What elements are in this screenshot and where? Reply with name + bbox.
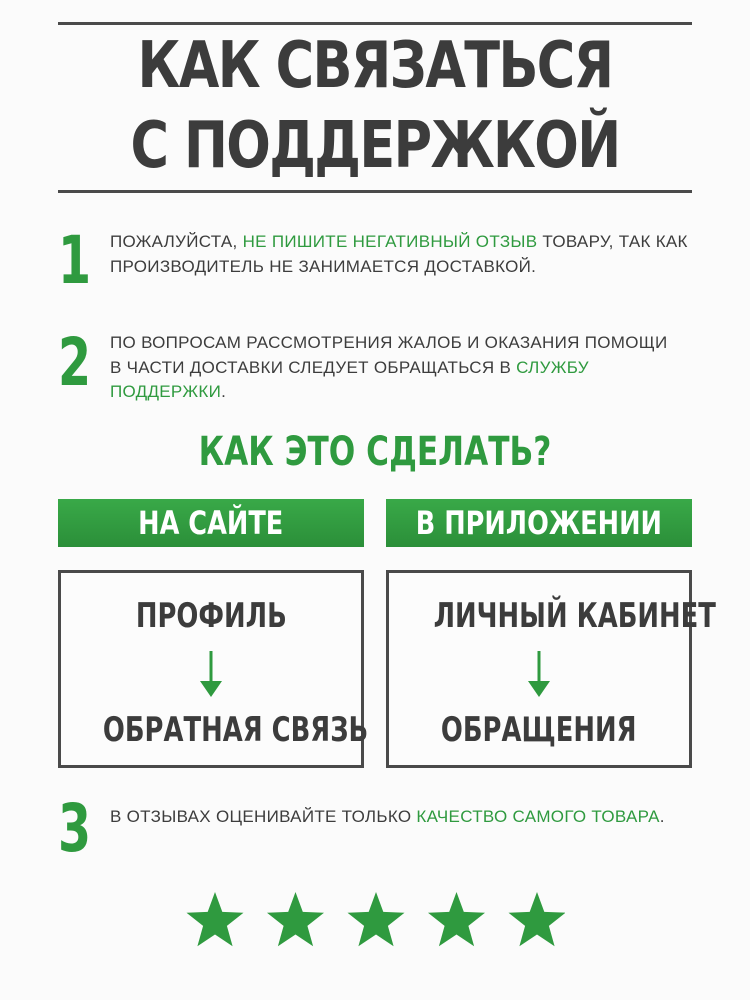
- point-3-text-before: В ОТЗЫВАХ ОЦЕНИВАЙТЕ ТОЛЬКО: [110, 807, 417, 826]
- point-1-highlight: НЕ ПИШИТЕ НЕГАТИВНЫЙ ОТЗЫВ: [242, 232, 538, 251]
- website-steps-box: [58, 570, 369, 768]
- website-banner-label: НА САЙТЕ: [138, 504, 284, 542]
- point-1-text-before: ПОЖАЛУЙСТА,: [110, 232, 243, 251]
- point-2-text-before: ПО ВОПРОСАМ РАССМОТРЕНИЯ ЖАЛОБ И ОКАЗАНИЯ ПОМОЩИ В ЧАСТИ ДОСТАВКИ СЛЕДУЕТ ОБРАЩАТЬСЯ В: [110, 333, 668, 377]
- point-3-text-after: .: [659, 807, 665, 826]
- app-step-2: ОБРАЩЕНИЯ: [441, 710, 637, 750]
- point-3-text: [110, 805, 690, 830]
- point-1-text: [110, 230, 710, 279]
- star-icon: [267, 892, 324, 946]
- point-2-highlight: СЛУЖБУ ПОДДЕРЖКИ: [110, 357, 589, 401]
- arrow-down-icon: [526, 651, 552, 697]
- app-step-1: ЛИЧНЫЙ КАБИНЕТ: [433, 596, 716, 636]
- app-banner-label: В ПРИЛОЖЕНИИ: [415, 504, 663, 542]
- page-title-line1: КАК СВЯЗАТЬСЯ: [137, 29, 613, 103]
- point-3-highlight: КАЧЕСТВО САМОГО ТОВАРА: [416, 807, 660, 826]
- title-bottom-rule: [58, 190, 692, 193]
- point-1-text-after: ТОВАРУ, ТАК КАК ПРОИЗВОДИТЕЛЬ НЕ ЗАНИМАЕТСЯ ДОСТАВКОЙ.: [110, 232, 688, 276]
- step-number-2: 2: [58, 324, 92, 401]
- website-step-1: ПРОФИЛЬ: [135, 596, 287, 636]
- point-2-text-after: .: [221, 382, 227, 401]
- star-icon: [509, 892, 566, 946]
- website-banner: [58, 499, 364, 547]
- page-title-line2: С ПОДДЕРЖКОЙ: [130, 109, 620, 183]
- arrow-down-icon: [198, 651, 224, 697]
- star-icon: [187, 892, 244, 946]
- step-number-3: 3: [58, 790, 92, 867]
- step-number-1: 1: [58, 222, 92, 299]
- rating-stars: [185, 890, 565, 952]
- star-icon: [428, 892, 485, 946]
- star-icon: [348, 892, 405, 946]
- app-steps-box: [386, 570, 716, 768]
- app-banner: [386, 499, 692, 547]
- top-rule: [58, 22, 692, 25]
- point-2-text: [110, 331, 680, 405]
- how-to-title: КАК ЭТО СДЕЛАТЬ?: [198, 429, 552, 475]
- website-step-2: ОБРАТНАЯ СВЯЗЬ: [102, 710, 369, 750]
